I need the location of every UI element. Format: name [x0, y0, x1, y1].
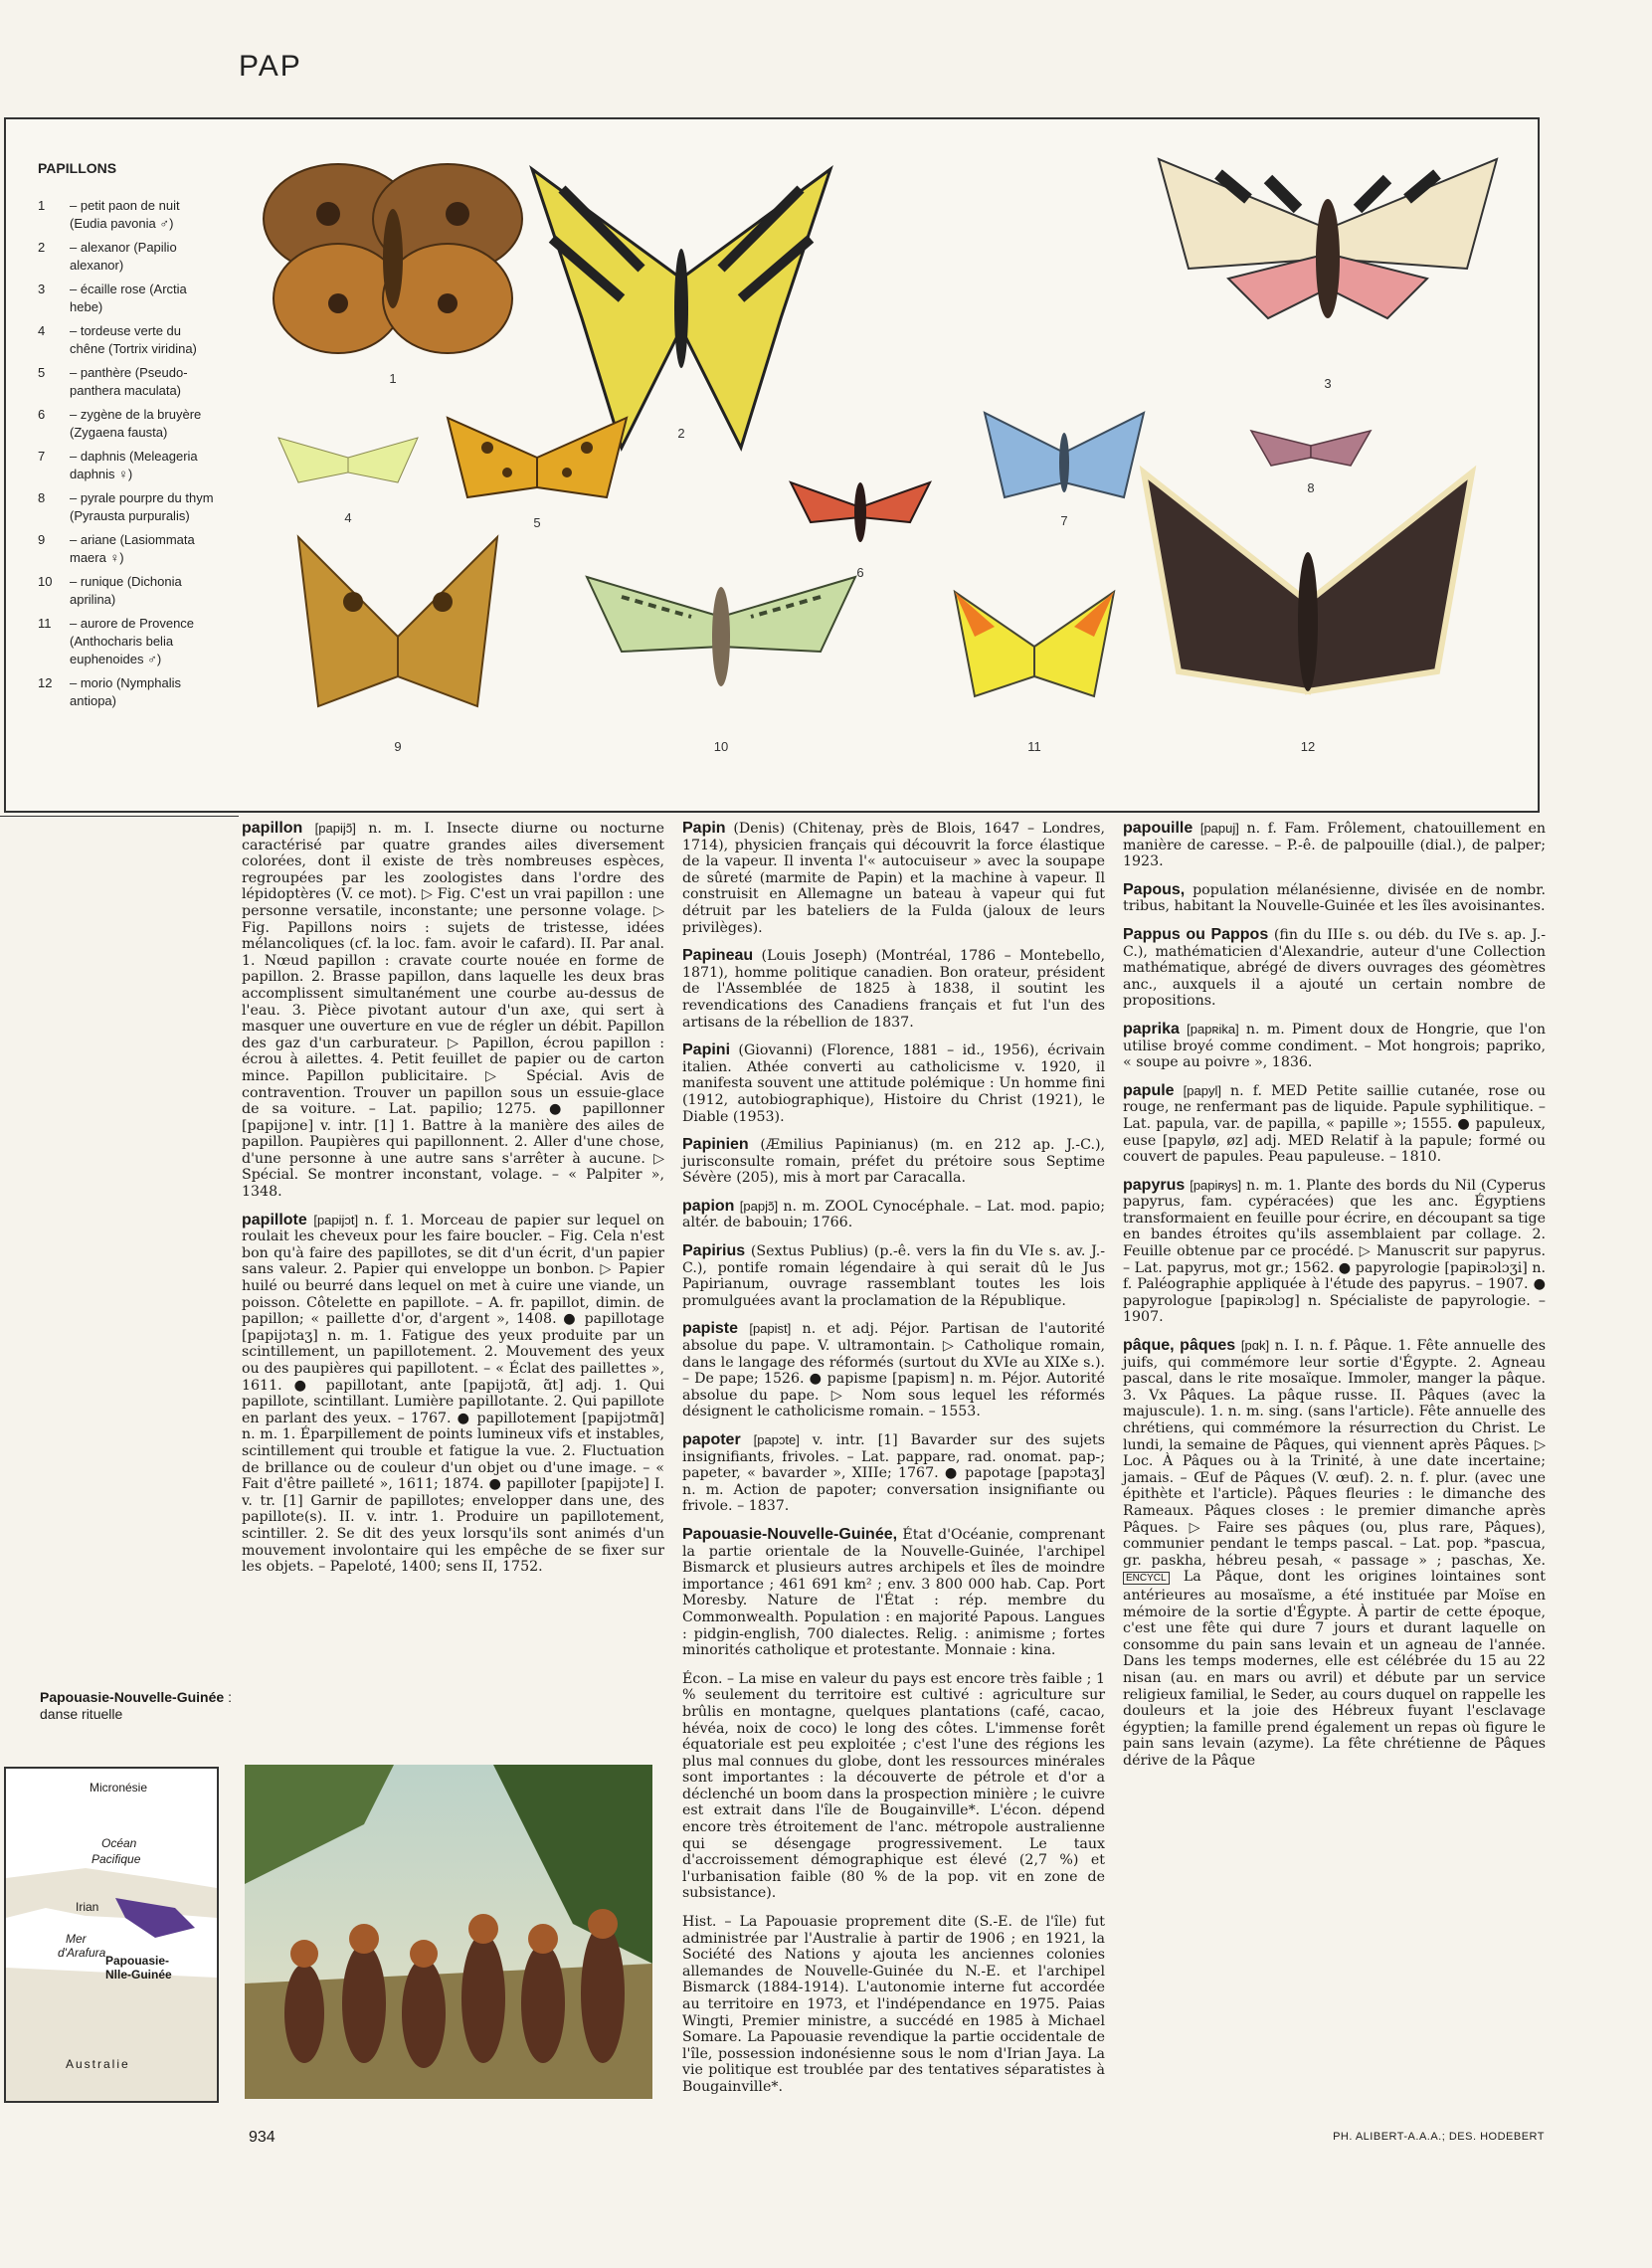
pronunciation: [papjɔ̃]	[739, 1198, 779, 1214]
headword: Pappus ou Pappos	[1123, 925, 1269, 943]
entry-body: n. f. MED Petite saillie cutanée, rose ou rouge, ne renfermant pas de liquide. Papule syphilitique. – Lat. papula, var. de papilla, « papille »; 1555. ● papuleux, euse [papylø, øz] adj. MED Relatif à la papule; formé ou couvert de papules. Peau papuleuse. – 1810.	[1123, 1082, 1546, 1166]
side-rule	[0, 816, 239, 817]
map-graphic	[6, 1769, 217, 2101]
legend-item	[38, 239, 217, 275]
map-label-nlle-guinee: Nlle-Guinée	[105, 1968, 172, 1982]
entry-papillon	[242, 821, 664, 1201]
entry-papini	[682, 1042, 1105, 1125]
entry-papouasie-hist: Hist. – La Papouasie proprement dite (S.-E. de l'île) fut administrée par l'Australie à partir de 1906 ; en 1921, la Société des Nations y ajouta les anciennes colonies allemandes de Nouvelle-Guinée du N.-E. et l'archipel Bismarck (1884-1914). L'autonomie interne fut accordée au territoire en 1973, et l'indépendance en 1975. Paias Wingti, Premier ministre, a succédé en 1985 à Michael Somare. La Papouasie revendique la partie occidentale de l'île, possession indonésienne sous le nom d'Irian Jaya. La vie politique est troublée par des tentatives séparatistes à Bougainville*.	[682, 1914, 1105, 2095]
map-label-mer: Mer	[66, 1932, 87, 1946]
entry-body: (Sextus Publius) (p.-ê. vers la fin du VIe s. av. J.-C.), pontife romain légendaire à qui serait dû le Jus Papirianum, ouvrage rassemblant toutes les lois promulguées avant la proclamation de la République.	[682, 1243, 1105, 1309]
legend-item	[38, 448, 217, 483]
butterfly-7	[985, 413, 1144, 497]
headword: Papineau	[682, 947, 754, 965]
map-label-pacifique: Pacifique	[92, 1852, 141, 1866]
entry-body: (Louis Joseph) (Montréal, 1786 – Montebello, 1871), homme politique canadien. Bon orateur, président de l'Assemblée de 1825 à 1838, il soutint les revendications des Canadiens français et fut l'un des artisans de la rébellion de 1837.	[682, 948, 1105, 1031]
headword: Papous,	[1123, 880, 1186, 898]
entry-body: (Æmilius Papinianus) (m. en 212 ap. J.-C.), jurisconsulte romain, préfet du prétoire sous Septime Sévère (205), mis à mort par Caracalla.	[682, 1137, 1105, 1187]
butterfly-9	[298, 537, 497, 706]
pronunciation: [papuj]	[1199, 821, 1239, 836]
headword: papoter	[682, 1431, 741, 1448]
legend-number: 3	[38, 282, 46, 296]
butterfly-8	[1251, 431, 1371, 466]
figure-number: 11	[1027, 739, 1041, 754]
butterfly-6	[791, 482, 930, 542]
butterfly-4	[278, 438, 418, 482]
photo-caption-subtitle: : danse rituelle	[40, 1689, 232, 1722]
legend-item	[38, 322, 217, 358]
headword: papion	[682, 1197, 735, 1215]
map-label-australie: Australie	[66, 2057, 130, 2071]
figure-number: 10	[713, 739, 729, 754]
headword: Papinien	[682, 1136, 749, 1154]
legend-number: 9	[38, 532, 46, 547]
map-label-micronesie: Micronésie	[90, 1781, 148, 1795]
entry-body: n. m. 1. Plante des bords du Nil (Cyperus papyrus, fam. cypéracées) que les anc. Égyptiens transformaient en feuille pour écrire, en découpant sa tige en bandes étroites qu'ils assemblaient par collage. 2. Feuille obtenue par ce procédé. ▷ Manuscrit sur papyrus. – Lat. papyrus, mot gr.; 1562. ● papyrologie [papiʀɔlɔʒi] n. f. Paléographie appliquée à l'étude des papyrus. – 1907. ● papyrologue [papiʀɔlɔg] n. Spécialiste de papyrologie. – 1907.	[1123, 1177, 1546, 1326]
entry-papyrus	[1123, 1178, 1546, 1326]
entry-papillote	[242, 1213, 664, 1576]
headword: papyrus	[1123, 1176, 1186, 1194]
legend-item	[38, 531, 217, 567]
entry-papirius	[682, 1243, 1105, 1309]
legend-text: – morio (Nymphalis antiopa)	[70, 675, 181, 708]
figure-number: 4	[344, 510, 352, 525]
map-label-ocean: Océan	[101, 1836, 137, 1850]
entry-body: n. f. 1. Morceau de papier sur lequel on roulait les cheveux pour les faire boucler. – Fig. Cela n'est bon qu'à faire des papillotes, se dit d'un écrit, d'un papier sans valeur. 2. Papier qui enveloppe un bonbon. ▷ Papier huilé ou beurré dans lequel on met à cuire une viande, un poisson. Côtelette en papillote. – A. fr. papillot, dimin. de papillon; « paillette d'or, d'argent », 1408. ● papillotage [papijɔtaʒ] n. m. 1. Fatigue des yeux produite par un scintillement, un papillotement. 2. Mouvement des yeux ou des paupières qui papillotent. – « Éclat des paillettes », 1611. ● papillotant, ante [papijɔtɑ̃, ɑ̃t] adj. 1. Qui papillote, scintillant. Lumière papillotante. 2. Qui papillote en parlant des yeux. – 1767. ● papillotement [papijɔtmɑ̃] n. m. 1. Éparpillement de points lumineux vifs et instables, scintillement qui trouble et fatigue la vue. 2. Fluctuation de brillance ou de couleur d'un objet ou d'une image. – « Fait d'être pailleté », 1611; 1874. ● papilloter [papijɔte] I. v. tr. [1] Garnir de papillotes; envelopper dans une, des papillote(s). II. v. intr. 1. Produire un papillotement, scintiller. 2. Se dit des yeux lorsqu'ils sont animés d'un mouvement involontaire qui les empêche de se fixer sur les objets. – Papeloté, 1400; sens II, 1752.	[242, 1212, 664, 1576]
photo-caption	[40, 1689, 239, 1723]
entry-body: État d'Océanie, comprenant la partie orientale de la Nouvelle-Guinée, l'archipel Bismarck et plusieurs autres archipels et îles de moindre importance ; 461 691 km² ; env. 3 800 000 hab. Cap. Port Moresby. Nature de l'État : rép. membre du Commonwealth. Population : en majorité Papous. Langues : pidgin-english, 700 dialectes. Relig. : animisme ; fortes minorités catholique et protestante. Monnaie : kina.	[682, 1526, 1105, 1659]
entry-papiste	[682, 1321, 1105, 1420]
figure-number: 7	[1060, 513, 1068, 528]
pronunciation: [papijɔ̃]	[314, 821, 356, 836]
butterfly-5	[448, 418, 627, 497]
legend-text: – écaille rose (Arctia hebe)	[70, 282, 187, 314]
map-label-papouasie: Papouasie-	[105, 1954, 170, 1968]
legend-item	[38, 281, 217, 316]
entry-body: (fin du IIIe s. ou déb. du IVe s. ap. J.-C.), mathématicien d'Alexandrie, auteur d'une Collection mathématique, abrégé de divers ouvrages des géomètres anc., auxquels il a ajouté un certain nombre de propositions.	[1123, 926, 1547, 1010]
legend-number: 2	[38, 240, 46, 255]
headword: Papini	[682, 1041, 731, 1059]
entry-papous	[1123, 882, 1546, 915]
legend-list	[38, 197, 217, 710]
entry-papouasie	[682, 1527, 1105, 1659]
photo-graphic	[245, 1765, 652, 2099]
headword: Papirius	[682, 1242, 746, 1260]
entry-papule	[1123, 1083, 1546, 1166]
headword: pâque, pâques	[1123, 1337, 1236, 1355]
legend-item	[38, 674, 217, 710]
legend-item	[38, 197, 217, 233]
legend-text: – aurore de Provence (Anthocharis belia euphenoides ♂)	[70, 616, 195, 666]
figure-number: 6	[856, 565, 864, 580]
entry-body: v. intr. [1] Bavarder sur des sujets insignifiants, frivoles. – Lat. pappare, rad. onomat. pap-; papeter, « bavarder », XIIIe; 1767. ● papotage [papɔtaʒ] n. m. Action de papoter; conversation insignifiante ou frivole. – 1837.	[682, 1432, 1105, 1515]
entry-pappus	[1123, 927, 1546, 1010]
legend-item	[38, 406, 217, 442]
legend-number: 1	[38, 198, 46, 213]
entry-body: (Denis) (Chitenay, près de Blois, 1647 – Londres, 1714), physicien français qui découvrit la force élastique de la vapeur. Il inventa l'« autocuiseur » avec la soupape de sûreté (marmite de Papin) et la machine à vapeur. Il construisit en Allemagne un bateau à vapeur qui fut détruit par les bateliers de la Fulda (jaloux de leurs privilèges).	[682, 821, 1105, 936]
encycl-tag: ENCYCL	[1123, 1572, 1170, 1585]
butterfly-2	[532, 169, 830, 448]
entry-body: n. I. n. f. Pâque. 1. Fête annuelle des juifs, qui commémore leur sortie d'Égypte. 2. Agneau pascal, dans le rite mosaïque. Immoler, manger la pâque. 3. Vx Pâques. La pâque russe. II. Pâques (avec la majuscule). 1. n. m. sing. (sans l'article). Fête annuelle des chrétiens, qui commémore la résurrection du Christ. Le lundi, la semaine de Pâques, qui viennent après Pâques. ▷ Loc. À Pâques ou à la Trinité, à une date incertaine; jamais. – Œuf de Pâques (V. œuf). 2. n. f. plur. (avec une épithète et l'article). Pâques fleuries : le dimanche des Rameaux. Pâques closes : le premier dimanche après Pâques. ▷ Faire ses pâques (ou, plus rare, Pâques), communier pendant le temps pascal. – Lat. pop. *pascua, gr. paskha, hébreu pesah, « passage » ; paschas, Xe.	[1123, 1338, 1546, 1569]
figure-number: 3	[1324, 376, 1332, 391]
entry-body: n. f. Fam. Frôlement, chatouillement en manière de caresse. – P.-ê. de palpouille (dial.), de palper; 1923.	[1123, 821, 1547, 870]
entry-papoter	[682, 1432, 1105, 1515]
legend-number: 7	[38, 449, 46, 464]
ritual-dance-photo	[245, 1765, 652, 2099]
entry-papion	[682, 1199, 1105, 1231]
pronunciation: [papiʀys]	[1190, 1177, 1242, 1193]
figure-number: 9	[394, 739, 402, 754]
butterfly-12	[1144, 472, 1472, 691]
legend-text: – runique (Dichonia aprilina)	[70, 574, 182, 607]
figure-number: 5	[533, 515, 541, 530]
encycl-body: La Pâque, dont les origines lointaines sont antérieures au mosaïsme, a été instituée par Moïse en mémoire de la sortie d'Égypte. À partir de cette époque, c'est une fête qui dure 7 jours et durant laquelle on consomme du pain sans levain et un agneau de l'année. Dans les temps modernes, elle est célébrée du 15 au 22 nisan (au. en mars ou avril) et débute par un service religieux familial, le Seder, au cours duquel on rappelle les douleurs et la joie des Hébreux fuyant l'esclavage égyptien; la famille prend également un repas où figure le pain sans levain (azyme). La fête chrétienne de Pâques dérive de la Pâque	[1123, 1569, 1546, 1769]
photo-credits: PH. ALIBERT-A.A.A.; DES. HODEBERT	[1333, 2131, 1545, 2143]
plate-title: PAPILLONS	[38, 160, 117, 176]
entry-papineau	[682, 948, 1105, 1031]
pronunciation: [papijɔt]	[313, 1212, 359, 1228]
column-2	[682, 821, 1105, 2108]
pronunciation: [papist]	[749, 1321, 792, 1337]
entry-body: n. m. ZOOL Cynocéphale. – Lat. mod. papio; altér. de babouin; 1766.	[682, 1198, 1106, 1231]
map-label-arafura: d'Arafura	[58, 1946, 106, 1960]
figure-number: 1	[389, 371, 397, 386]
pronunciation: [papɔte]	[753, 1432, 800, 1447]
entry-papouille	[1123, 821, 1546, 870]
entry-paque	[1123, 1338, 1546, 1769]
butterfly-1	[264, 164, 522, 353]
legend-item	[38, 489, 217, 525]
headword: paprika	[1123, 1020, 1180, 1038]
legend-item	[38, 364, 217, 400]
plate-legend	[38, 159, 217, 716]
butterfly-11	[955, 592, 1114, 696]
legend-text: – tordeuse verte du chêne (Tortrix viridina)	[70, 323, 197, 356]
legend-text: – pyrale pourpre du thym (Pyrausta purpuralis)	[70, 490, 214, 523]
entry-papin	[682, 821, 1105, 936]
figure-number: 8	[1307, 480, 1315, 495]
legend-number: 8	[38, 490, 46, 505]
legend-number: 11	[38, 616, 52, 631]
legend-text: – panthère (Pseudo-panthera maculata)	[70, 365, 188, 398]
pronunciation: [papʀika]	[1187, 1021, 1239, 1037]
legend-item	[38, 615, 217, 668]
butterfly-10	[587, 577, 855, 686]
page-number: 934	[249, 2129, 275, 2146]
legend-number: 4	[38, 323, 46, 338]
butterfly-plate	[239, 149, 1522, 786]
legend-number: 6	[38, 407, 46, 422]
pronunciation: [pɑk]	[1240, 1338, 1270, 1354]
entry-body: n. m. Piment doux de Hongrie, que l'on utilise broyé comme condiment. – Mot hongrois; papriko, « soupe au poivre », 1836.	[1123, 1021, 1546, 1071]
legend-number: 5	[38, 365, 46, 380]
pronunciation: [papyl]	[1183, 1082, 1221, 1098]
figure-number: 12	[1300, 739, 1316, 754]
headword: Papin	[682, 820, 726, 837]
locator-map	[4, 1767, 219, 2103]
figure-number: 2	[677, 426, 685, 441]
headword: papouille	[1123, 820, 1193, 837]
legend-text: – daphnis (Meleageria daphnis ♀)	[70, 449, 198, 481]
butterfly-3	[1159, 159, 1497, 318]
column-3	[1123, 821, 1546, 2108]
legend-text: – zygène de la bruyère (Zygaena fausta)	[70, 407, 202, 440]
legend-text: – petit paon de nuit (Eudia pavonia ♂)	[70, 198, 180, 231]
headword: papillon	[242, 820, 303, 837]
legend-text: – alexanor (Papilio alexanor)	[70, 240, 177, 273]
legend-number: 12	[38, 675, 53, 690]
legend-item	[38, 573, 217, 609]
entry-papinien	[682, 1137, 1105, 1187]
entry-body: n. m. I. Insecte diurne ou nocturne caractérisé par quatre grandes ailes diversement colorées, dont il existe de très nombreuses espèces, regroupées par les zoologistes dans l'ordre des lépidoptères (V. ce mot). ▷ Fig. C'est un vrai papillon : une personne versatile, inconstante; une personne volage. ▷ Fig. Papillons noirs : sujets de tristesse, idées mélancoliques (cf. la loc. fam. avoir le cafard). II. Par anal. 1. Nœud papillon : cravate courte nouée en forme de papillon. 2. Brasse papillon, dans laquelle les deux bras accomplissent simultanément une courbe au-dessus de l'eau. 3. Pièce pivotant autour d'un axe, qui sert à masquer une ouverture en vue de régler un débit. Papillon des gaz d'un carburateur. ▷ Papillon, écrou papillon : écrou à ailettes. 4. Petit feuillet de papier ou de carton mince. Papillon publicitaire. ▷ Spécial. Avis de contravention. Trouver un papillon sous un essuie-glace de sa voiture. – Lat. papilio; 1275. ● papillonner [papijɔne] v. intr. [1] 1. Battre à la manière des ailes de papillon. Paupières qui papillonnent. 2. Aller d'une chose, d'une personne à une autre sans s'arrêter à aucune. ▷ Spécial. Se montrer inconstant, volage. – « Palpiter », 1348.	[242, 821, 664, 1201]
entry-paprika	[1123, 1022, 1546, 1071]
entry-body: population mélanésienne, divisée en de nombr. tribus, habitant la Nouvelle-Guinée et les îles avoisinantes.	[1123, 881, 1546, 915]
running-head: PAP	[239, 50, 302, 83]
legend-number: 10	[38, 574, 53, 589]
entry-body: n. et adj. Péjor. Partisan de l'autorité absolue du pape. V. ultramontain. ▷ Catholique romain, dans le langage des réformés (surtout du XVIe au XIXe s.). – De pape; 1526. ● papisme [papism] n. m. Péjor. Autorité absolue du pape. ▷ Nom sous lequel les réformés désignent le catholicisme romain. – 1553.	[682, 1321, 1105, 1420]
entry-papouasie-econ: Écon. – La mise en valeur du pays est encore très faible ; 1 % seulement du territoire est cultivé : agriculture sur brûlis en montagne, quelques plantations (café, cacao, hévéa, noix de coco) le long des côtes. L'immense forêt équatoriale est peu exploitée ; c'est l'une des régions les plus mal connues du globe, dont les ressources minérales sont importantes : la découverte de pétrole et d'or a déclenché un boom dans la prospection minière ; le cuivre est extrait dans l'île de Bougainville*. L'écon. dépend encore très étroitement de l'anc. métropole australienne qui se désengage progressivement. Le taux d'accroissement démographique est élevé (2,7 %) et l'urbanisation faible (80 % de la pop. vit en zone de subsistance).	[682, 1670, 1105, 1902]
photo-caption-title: Papouasie-Nouvelle-Guinée	[40, 1689, 225, 1705]
headword: papillote	[242, 1211, 307, 1228]
headword: Papouasie-Nouvelle-Guinée,	[682, 1525, 898, 1543]
headword: papule	[1123, 1081, 1175, 1099]
legend-text: – ariane (Lasiommata maera ♀)	[70, 532, 195, 565]
map-label-irian: Irian	[76, 1900, 99, 1914]
entry-body: (Giovanni) (Florence, 1881 – id., 1956), écrivain italien. Athée converti au catholicisme v. 1920, il manifesta souvent une attitude polémique : Un homme fini (1912, autobiographique), Histoire du Christ (1921), le Diable (1953).	[682, 1042, 1105, 1125]
headword: papiste	[682, 1320, 739, 1338]
